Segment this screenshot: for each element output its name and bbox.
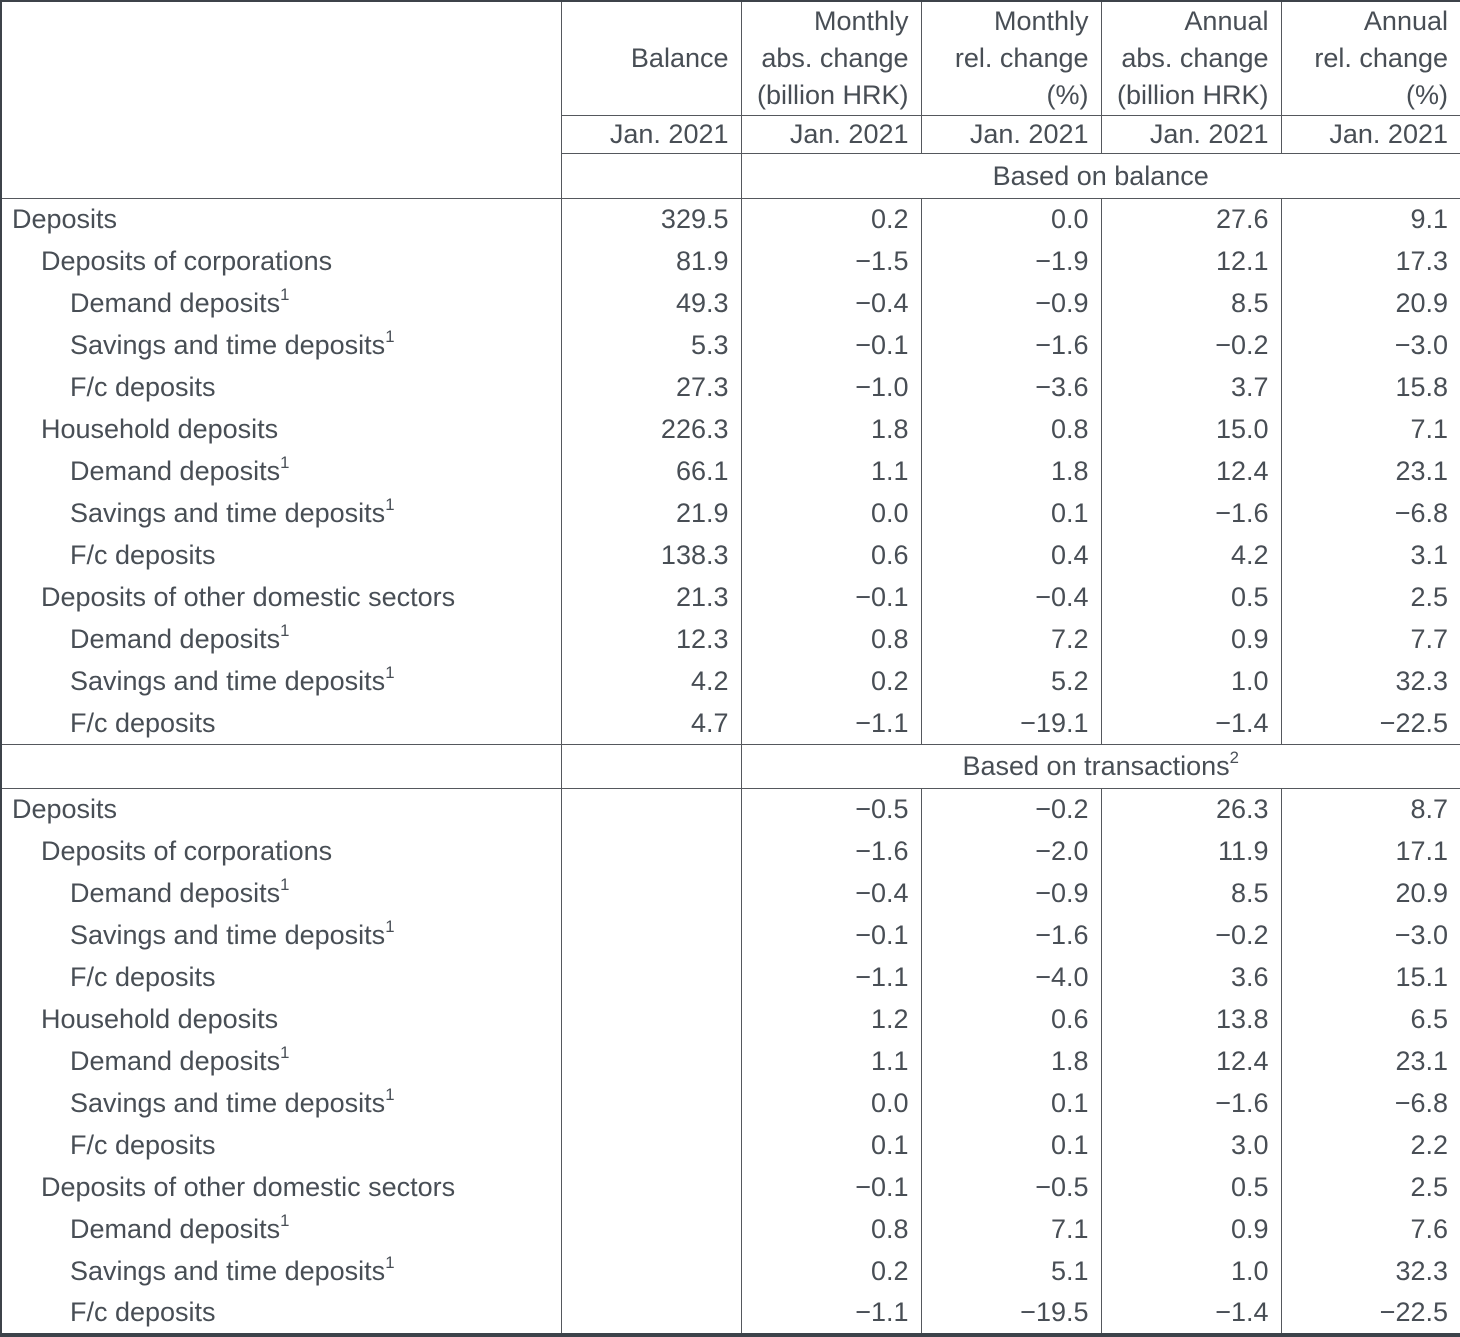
cell-value: 8.7 [1281, 789, 1460, 831]
cell-value: 7.6 [1281, 1209, 1460, 1251]
row-label-text: Demand deposits [70, 456, 281, 486]
cell-value [561, 1167, 741, 1209]
row-label-superscript: 1 [385, 495, 395, 515]
table-row [1, 1251, 1460, 1293]
column-header-monthly-rel-change [921, 1, 1101, 116]
header-line: abs. change [761, 43, 909, 73]
cell-value: 15.8 [1281, 367, 1460, 409]
column-header-monthly-abs-change [741, 1, 921, 116]
cell-value: 2.5 [1281, 577, 1460, 619]
table-row [1, 1209, 1460, 1251]
cell-value: 0.9 [1101, 619, 1281, 661]
cell-value: 0.8 [741, 1209, 921, 1251]
cell-value: 0.6 [921, 999, 1101, 1041]
cell-value: 0.1 [921, 1125, 1101, 1167]
cell-value: −1.1 [741, 1293, 921, 1335]
row-label [1, 1251, 561, 1293]
cell-value: 6.5 [1281, 999, 1460, 1041]
cell-value: 7.2 [921, 619, 1101, 661]
cell-value: 0.5 [1101, 1167, 1281, 1209]
cell-value: −0.4 [921, 577, 1101, 619]
row-label-text: Savings and time deposits [70, 498, 386, 528]
cell-value: −1.5 [741, 241, 921, 283]
cell-value: −1.1 [741, 703, 921, 745]
period-cell: Jan. 2021 [1281, 116, 1460, 154]
row-label-text: Savings and time deposits [70, 1088, 386, 1118]
row-label [1, 1167, 561, 1209]
cell-value: 0.2 [741, 1251, 921, 1293]
cell-value: −1.6 [921, 915, 1101, 957]
cell-value: 7.1 [1281, 409, 1460, 451]
cell-value: −0.1 [741, 915, 921, 957]
cell-value: 8.5 [1101, 873, 1281, 915]
row-label-text: Deposits [12, 794, 118, 825]
row-label-text: F/c deposits [70, 1297, 216, 1327]
cell-value: 0.8 [741, 619, 921, 661]
cell-value: 0.2 [741, 661, 921, 703]
cell-value: 3.6 [1101, 957, 1281, 999]
row-label-superscript: 1 [280, 1211, 290, 1231]
section-balance-rows [1, 199, 1460, 745]
column-header-annual-rel-change [1281, 1, 1460, 116]
empty-balance-cell [561, 154, 741, 199]
cell-value: −1.0 [741, 367, 921, 409]
cell-value: 1.0 [1101, 661, 1281, 703]
row-label [1, 1125, 561, 1167]
row-label-text: F/c deposits [70, 707, 216, 738]
header-line: Annual [1363, 6, 1448, 36]
cell-value: 1.1 [741, 451, 921, 493]
row-label-superscript: 1 [280, 621, 290, 641]
cell-value: 12.4 [1101, 451, 1281, 493]
cell-value: 0.2 [741, 199, 921, 241]
cell-value: 7.7 [1281, 619, 1460, 661]
cell-value: 0.4 [921, 535, 1101, 577]
cell-value: 1.8 [921, 1041, 1101, 1083]
cell-value: 3.1 [1281, 535, 1460, 577]
row-label-superscript: 1 [385, 917, 395, 937]
cell-value: 26.3 [1101, 789, 1281, 831]
table-row [1, 283, 1460, 325]
section-title-superscript: 2 [1229, 748, 1239, 768]
header-line: rel. change [1314, 43, 1448, 73]
cell-value: 15.0 [1101, 409, 1281, 451]
cell-value: 12.4 [1101, 1041, 1281, 1083]
cell-value [561, 957, 741, 999]
cell-value: 20.9 [1281, 283, 1460, 325]
cell-value: 32.3 [1281, 1251, 1460, 1293]
row-label [1, 409, 561, 451]
cell-value: 0.6 [741, 535, 921, 577]
cell-value: 17.1 [1281, 831, 1460, 873]
header-line: rel. change [954, 43, 1089, 73]
cell-value: −6.8 [1281, 493, 1460, 535]
row-label [1, 789, 561, 831]
row-label-text: Demand deposits [70, 878, 281, 908]
cell-value: 5.3 [561, 325, 741, 367]
cell-value: −3.6 [921, 367, 1101, 409]
section-separator [1, 745, 1460, 789]
cell-value: 3.0 [1101, 1125, 1281, 1167]
row-label-text: Deposits of corporations [41, 836, 333, 866]
cell-value: 0.0 [741, 493, 921, 535]
cell-value: 27.3 [561, 367, 741, 409]
row-label [1, 915, 561, 957]
cell-value: −0.2 [1101, 325, 1281, 367]
header-line: (billion HRK) [756, 80, 909, 110]
cell-value: 1.2 [741, 999, 921, 1041]
cell-value: 11.9 [1101, 831, 1281, 873]
cell-value [561, 1209, 741, 1251]
cell-value: 9.1 [1281, 199, 1460, 241]
cell-value [561, 999, 741, 1041]
table-row [1, 409, 1460, 451]
row-label [1, 241, 561, 283]
row-label [1, 577, 561, 619]
cell-value: 0.8 [921, 409, 1101, 451]
row-label-superscript: 1 [385, 1253, 395, 1273]
cell-value: −1.9 [921, 241, 1101, 283]
header-line: (%) [1046, 80, 1089, 110]
cell-value: 1.8 [921, 451, 1101, 493]
table-row [1, 999, 1460, 1041]
row-label [1, 703, 561, 745]
table-row [1, 619, 1460, 661]
row-label-superscript: 1 [385, 663, 395, 683]
cell-value [561, 873, 741, 915]
cell-value: 0.5 [1101, 577, 1281, 619]
table-row [1, 1041, 1460, 1083]
row-label [1, 325, 561, 367]
cell-value: 21.9 [561, 493, 741, 535]
cell-value [561, 1251, 741, 1293]
cell-value: 2.2 [1281, 1125, 1460, 1167]
row-label-text: Household deposits [41, 414, 279, 444]
cell-value: 138.3 [561, 535, 741, 577]
table-row [1, 661, 1460, 703]
cell-value: 1.1 [741, 1041, 921, 1083]
table-row [1, 241, 1460, 283]
cell-value: 0.1 [741, 1125, 921, 1167]
row-label-text: Demand deposits [70, 1214, 281, 1244]
table-row [1, 1125, 1460, 1167]
period-cell: Jan. 2021 [921, 116, 1101, 154]
header-line: Monthly [993, 6, 1089, 36]
cell-value: 3.7 [1101, 367, 1281, 409]
table-row [1, 367, 1460, 409]
cell-value: −0.4 [741, 283, 921, 325]
table-row [1, 1293, 1460, 1335]
cell-value: 7.1 [921, 1209, 1101, 1251]
cell-value: 23.1 [1281, 1041, 1460, 1083]
cell-value: −1.6 [1101, 1083, 1281, 1125]
table-row [1, 1167, 1460, 1209]
cell-value: 8.5 [1101, 283, 1281, 325]
cell-value [561, 1125, 741, 1167]
table-row [1, 493, 1460, 535]
cell-value: 1.0 [1101, 1251, 1281, 1293]
table-row [1, 451, 1460, 493]
cell-value: 0.0 [921, 199, 1101, 241]
header-line: abs. change [1121, 43, 1269, 73]
cell-value: 4.2 [561, 661, 741, 703]
header-line: (billion HRK) [1116, 80, 1269, 110]
row-label [1, 661, 561, 703]
cell-value: 21.3 [561, 577, 741, 619]
cell-value: −0.2 [1101, 915, 1281, 957]
table-row [1, 831, 1460, 873]
table-row [1, 915, 1460, 957]
row-label-text: Deposits of other domestic sectors [41, 1172, 456, 1202]
section-title-text: Based on balance [992, 160, 1209, 191]
row-label-text: Savings and time deposits [70, 920, 386, 950]
row-label-text: Household deposits [41, 1004, 279, 1034]
period-cell: Jan. 2021 [561, 116, 741, 154]
table-row [1, 1083, 1460, 1125]
cell-value [561, 915, 741, 957]
table-row [1, 577, 1460, 619]
row-label-text: Savings and time deposits [70, 1256, 386, 1286]
cell-value: 49.3 [561, 283, 741, 325]
row-label [1, 999, 561, 1041]
cell-value [561, 789, 741, 831]
section-title-based-on-transactions [741, 745, 1460, 789]
cell-value: −1.1 [741, 957, 921, 999]
cell-value: 12.1 [1101, 241, 1281, 283]
cell-value: 226.3 [561, 409, 741, 451]
cell-value: 0.1 [921, 493, 1101, 535]
row-label [1, 873, 561, 915]
table-row [1, 325, 1460, 367]
row-label-superscript: 1 [280, 875, 290, 895]
row-label-superscript: 1 [385, 1085, 395, 1105]
cell-value: −0.5 [921, 1167, 1101, 1209]
cell-value: −1.4 [1101, 703, 1281, 745]
table-header [1, 1, 1460, 199]
cell-value: −0.5 [741, 789, 921, 831]
cell-value: −2.0 [921, 831, 1101, 873]
cell-value: 12.3 [561, 619, 741, 661]
empty-balance-cell [561, 745, 741, 789]
cell-value: −0.1 [741, 1167, 921, 1209]
header-row-columns [1, 1, 1460, 116]
cell-value: 13.8 [1101, 999, 1281, 1041]
cell-value: 27.6 [1101, 199, 1281, 241]
row-label-superscript: 1 [385, 327, 395, 347]
cell-value: 2.5 [1281, 1167, 1460, 1209]
cell-value: −1.6 [1101, 493, 1281, 535]
period-cell: Jan. 2021 [1101, 116, 1281, 154]
row-label [1, 1083, 561, 1125]
row-label [1, 283, 561, 325]
cell-value: −3.0 [1281, 915, 1460, 957]
cell-value: −4.0 [921, 957, 1101, 999]
cell-value: 32.3 [1281, 661, 1460, 703]
header-line: Annual [1184, 6, 1269, 36]
table-row [1, 789, 1460, 831]
row-label [1, 1209, 561, 1251]
row-label [1, 199, 561, 241]
cell-value [561, 1293, 741, 1335]
column-header-balance [561, 1, 741, 116]
cell-value: 0.9 [1101, 1209, 1281, 1251]
row-label-text: F/c deposits [70, 540, 216, 570]
row-label-superscript: 1 [280, 1043, 290, 1063]
header-line: Balance [630, 43, 729, 73]
cell-value: −0.1 [741, 577, 921, 619]
cell-value: −6.8 [1281, 1083, 1460, 1125]
cell-value: −0.4 [741, 873, 921, 915]
table-row [1, 957, 1460, 999]
cell-value: 329.5 [561, 199, 741, 241]
row-label-superscript: 1 [280, 285, 290, 305]
table-row [1, 535, 1460, 577]
empty-label-cell [1, 745, 561, 789]
table-row [1, 199, 1460, 241]
section-transactions-rows [1, 789, 1460, 1335]
row-label [1, 535, 561, 577]
section-title-row-transactions [1, 745, 1460, 789]
cell-value: −0.9 [921, 283, 1101, 325]
row-label-text: Demand deposits [70, 624, 281, 654]
cell-value: −0.9 [921, 873, 1101, 915]
header-line: (%) [1406, 80, 1448, 110]
header-corner-cell [1, 1, 561, 199]
row-label [1, 831, 561, 873]
cell-value: 20.9 [1281, 873, 1460, 915]
cell-value: −3.0 [1281, 325, 1460, 367]
row-label-text: F/c deposits [70, 962, 216, 992]
cell-value: 17.3 [1281, 241, 1460, 283]
cell-value: −22.5 [1281, 1293, 1460, 1335]
cell-value: −0.2 [921, 789, 1101, 831]
row-label [1, 619, 561, 661]
cell-value: −1.6 [921, 325, 1101, 367]
cell-value: −1.4 [1101, 1293, 1281, 1335]
cell-value: 5.1 [921, 1251, 1101, 1293]
column-header-annual-abs-change [1101, 1, 1281, 116]
row-label-text: Savings and time deposits [70, 330, 386, 360]
cell-value: 0.1 [921, 1083, 1101, 1125]
cell-value: −22.5 [1281, 703, 1460, 745]
period-cell: Jan. 2021 [741, 116, 921, 154]
cell-value: 81.9 [561, 241, 741, 283]
header-line: Monthly [813, 6, 909, 36]
row-label-text: F/c deposits [70, 1130, 216, 1160]
cell-value: 4.2 [1101, 535, 1281, 577]
section-title-based-on-balance [741, 154, 1460, 199]
cell-value: −0.1 [741, 325, 921, 367]
cell-value: 4.7 [561, 703, 741, 745]
row-label-superscript: 1 [280, 453, 290, 473]
row-label [1, 1293, 561, 1335]
cell-value: −19.5 [921, 1293, 1101, 1335]
cell-value: −19.1 [921, 703, 1101, 745]
row-label-text: F/c deposits [70, 372, 216, 402]
cell-value: 0.0 [741, 1083, 921, 1125]
row-label [1, 451, 561, 493]
row-label-text: Demand deposits [70, 1046, 281, 1076]
cell-value: 5.2 [921, 661, 1101, 703]
cell-value: 15.1 [1281, 957, 1460, 999]
row-label-text: Savings and time deposits [70, 666, 386, 696]
cell-value: −1.6 [741, 831, 921, 873]
row-label-text: Demand deposits [70, 288, 281, 318]
section-title-text: Based on transactions [962, 751, 1230, 781]
table-row [1, 703, 1460, 745]
row-label [1, 957, 561, 999]
row-label [1, 367, 561, 409]
cell-value [561, 1041, 741, 1083]
cell-value [561, 1083, 741, 1125]
cell-value: 23.1 [1281, 451, 1460, 493]
table-row [1, 873, 1460, 915]
row-label-text: Deposits of corporations [41, 246, 333, 276]
cell-value: 66.1 [561, 451, 741, 493]
row-label [1, 493, 561, 535]
row-label-text: Deposits [12, 204, 118, 235]
row-label-text: Deposits of other domestic sectors [41, 582, 456, 612]
cell-value: 1.8 [741, 409, 921, 451]
cell-value [561, 831, 741, 873]
row-label [1, 1041, 561, 1083]
